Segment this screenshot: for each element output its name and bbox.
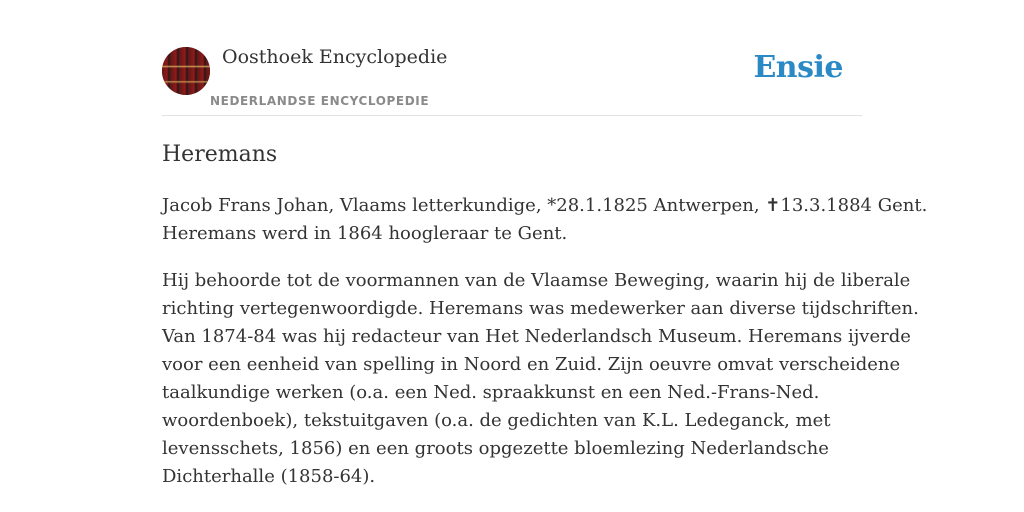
site-title[interactable]: Oosthoek Encyclopedie	[222, 46, 448, 68]
paragraph-line: Jacob Frans Johan, Vlaams letterkundige, *28.1.1825 Antwerpen, ✝13.3.1884 Gent.	[162, 195, 928, 216]
site-header	[162, 0, 862, 116]
paragraph-line: Van 1874-84 was hij redacteur van Het Nederlandsch Museum. Heremans ijverde	[162, 326, 911, 347]
article-title: Heremans	[162, 142, 278, 167]
paragraph-line: voor een eenheid van spelling in Noord en Zuid. Zijn oeuvre omvat verscheidene	[162, 354, 901, 375]
paragraph-line: Dichterhalle (1858-64).	[162, 466, 376, 487]
paragraph-line: richting vertegenwoordigde. Heremans was medewerker aan diverse tijdschriften.	[162, 298, 919, 319]
encyclopedia-books-icon[interactable]	[162, 47, 210, 95]
ensie-logo[interactable]: Ensie	[753, 50, 843, 85]
article-paragraph-2	[162, 267, 919, 491]
paragraph-line: Hij behoorde tot de voormannen van de Vlaamse Beweging, waarin hij de liberale	[162, 270, 911, 291]
article	[162, 140, 928, 491]
paragraph-line: levensschets, 1856) en een groots opgezette bloemlezing Nederlandsche	[162, 438, 829, 459]
books-image	[162, 47, 210, 95]
article-paragraph-1	[162, 192, 928, 248]
site-subtitle: NEDERLANDSE ENCYCLOPEDIE	[210, 94, 430, 108]
paragraph-line: woordenboek), tekstuitgaven (o.a. de gedichten van K.L. Ledeganck, met	[162, 410, 831, 431]
paragraph-line: taalkundige werken (o.a. een Ned. spraakkunst en een Ned.-Frans-Ned.	[162, 382, 820, 403]
paragraph-line: Heremans werd in 1864 hoogleraar te Gent.	[162, 223, 568, 244]
